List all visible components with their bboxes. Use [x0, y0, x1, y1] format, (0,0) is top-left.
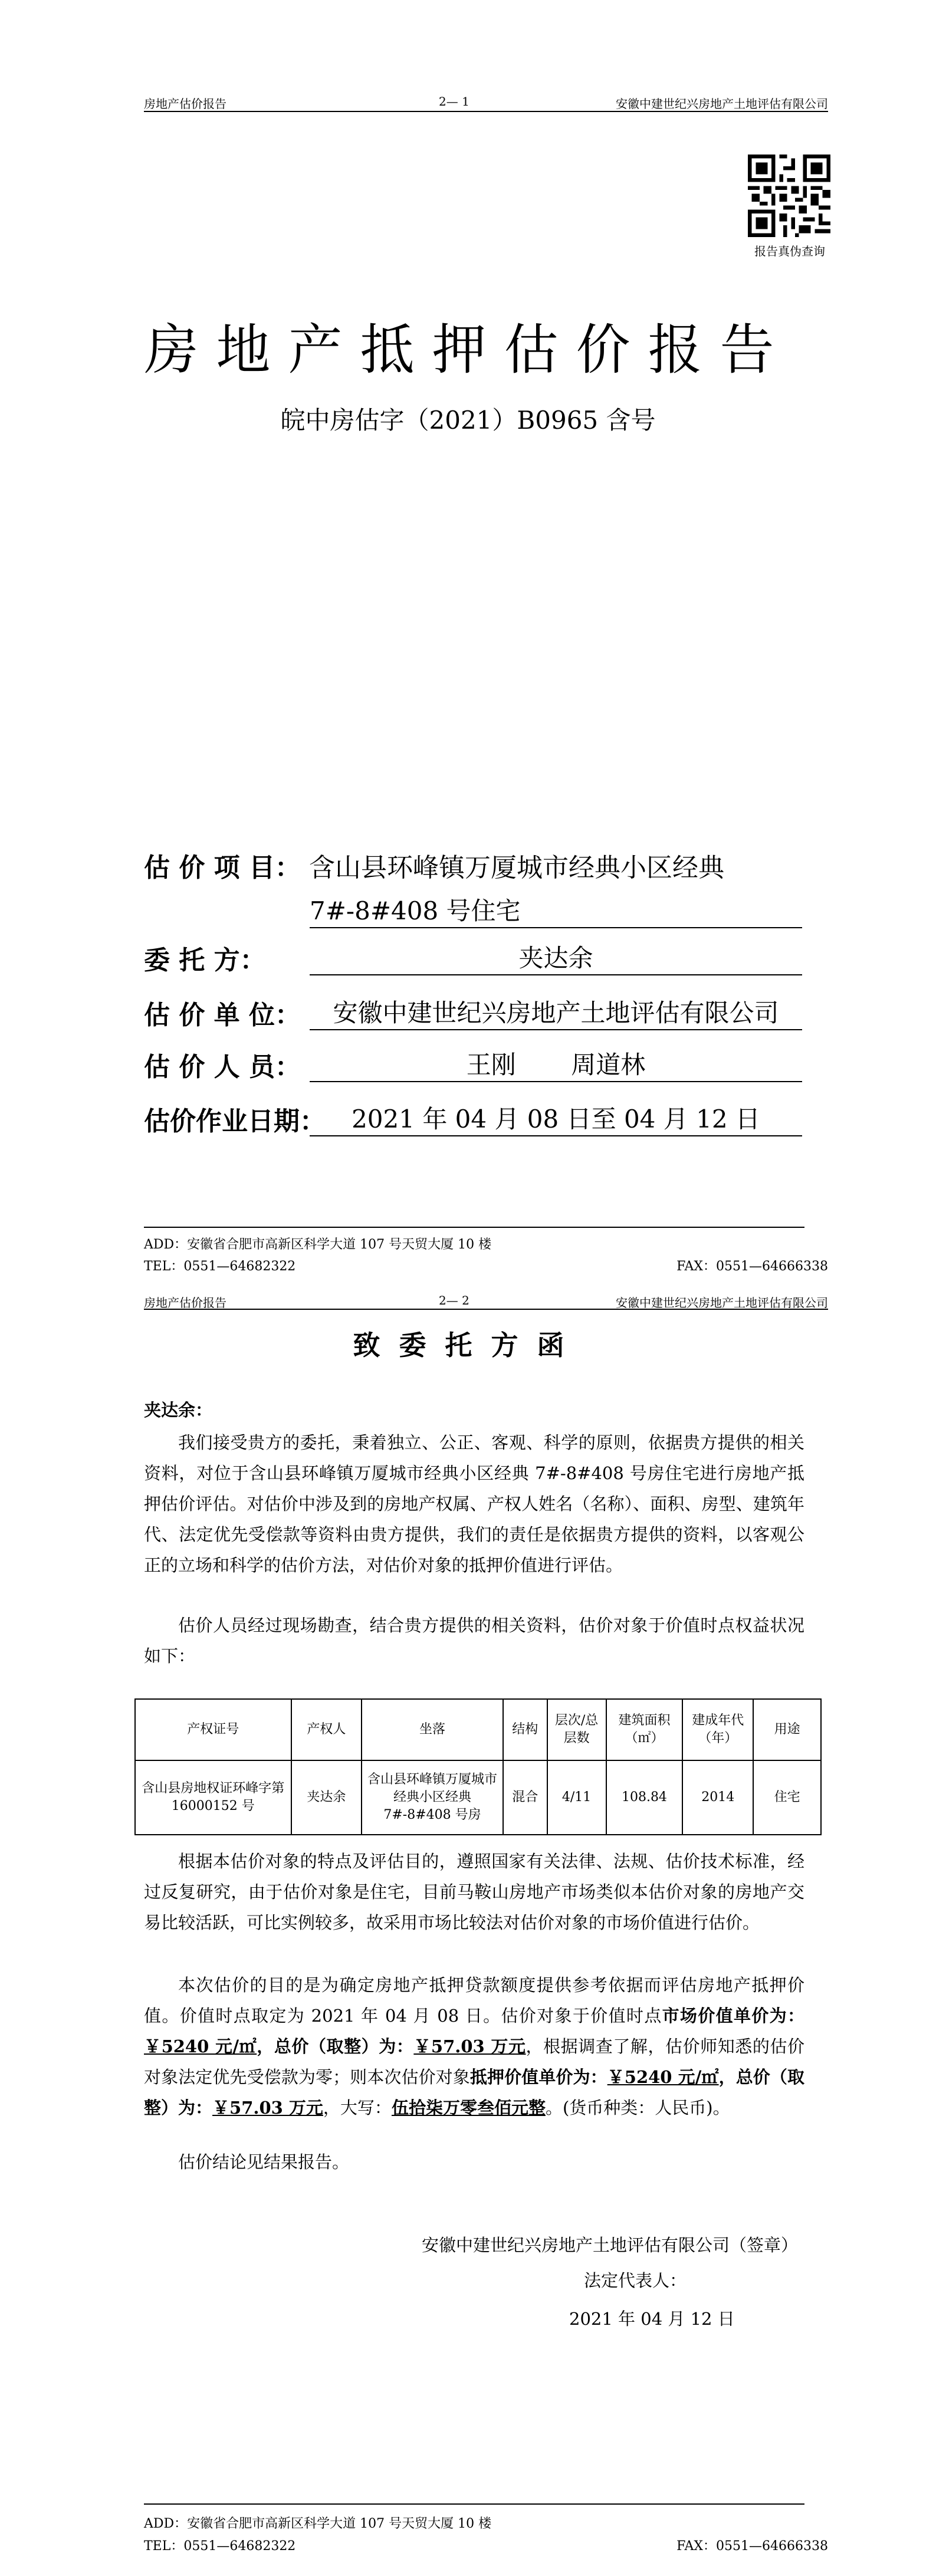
table-header: 层次/总层数 — [547, 1699, 606, 1760]
table-header: 建筑面积（㎡） — [606, 1699, 683, 1760]
paragraph-2: 估价人员经过现场勘查，结合贵方提供的相关资料，估价对象于价值时点权益状况如下： — [144, 1615, 804, 1666]
footer-rule — [144, 1227, 804, 1228]
footer-address: ADD：安徽省合肥市高新区科学大道 107 号天贸大厦 10 楼 — [144, 1237, 492, 1252]
paragraph-4 — [144, 1970, 804, 2123]
p4-currency-note: 。(货币种类：人民币)。 — [545, 2098, 730, 2118]
market-total-price: ￥57.03 万元 — [413, 2036, 526, 2056]
p4-comma: ， — [257, 2036, 274, 2056]
qr-code-icon[interactable] — [748, 155, 830, 237]
property-rights-table — [134, 1698, 822, 1835]
p4-uppercase-label: ，大写： — [323, 2098, 392, 2118]
table-cell: 含山县房地权证环峰字第 16000152 号 — [135, 1760, 291, 1835]
field-project — [144, 846, 724, 884]
field-appraiser-org — [144, 994, 309, 1031]
date-value: 2021 年 04 月 08 日至 04 月 12 日 — [310, 1100, 802, 1136]
header-right: 安徽中建世纪兴房地产土地评估有限公司 — [616, 1296, 828, 1310]
date-label: 估价作业日期： — [144, 1106, 326, 1136]
mortgage-total-price: ￥57.03 万元 — [212, 2098, 323, 2118]
table-cell: 混合 — [503, 1760, 547, 1835]
footer-fax: FAX：0551—64666338 — [676, 1259, 828, 1274]
table-header: 建成年代（年） — [682, 1699, 753, 1760]
project-label: 估 价 项 目： — [144, 853, 301, 883]
project-value-line1: 含山县环峰镇万厦城市经典小区经典 — [309, 853, 724, 883]
table-cell: 4/11 — [547, 1760, 606, 1835]
p4-comma: ， — [718, 2067, 736, 2087]
appraisers-value: 王刚 周道林 — [310, 1046, 802, 1082]
market-unit-label: 市场价值单价为： — [662, 2006, 804, 2026]
header-left: 房地产估价报告 — [144, 1296, 226, 1310]
table-header-row — [135, 1699, 821, 1760]
page1-header — [144, 88, 828, 112]
table-header: 产权证号 — [135, 1699, 291, 1760]
client-value: 夹达余 — [310, 939, 802, 975]
table-cell: 住宅 — [753, 1760, 821, 1835]
mortgage-total-label: 总价（取整）为： — [144, 2067, 804, 2118]
signature-date: 2021 年 04 月 12 日 — [569, 2309, 735, 2329]
qr-label: 报告真伪查询 — [754, 244, 825, 258]
signature-company: 安徽中建世纪兴房地产土地评估有限公司（签章） — [422, 2235, 799, 2255]
header-page-number: 2— 1 — [439, 94, 469, 109]
table-header: 结构 — [503, 1699, 547, 1760]
table-header: 用途 — [753, 1699, 821, 1760]
page2-header — [144, 1287, 828, 1310]
table-cell: 2014 — [682, 1760, 753, 1835]
footer-contact — [144, 2536, 828, 2554]
footer-fax: FAX：0551—64666338 — [676, 2539, 828, 2554]
header-left: 房地产估价报告 — [144, 97, 226, 111]
client-label: 委 托 方： — [144, 945, 266, 975]
p4-text: 本次估价的目的是为确定房地产抵押贷款额度提供参考依据而评估房地产抵押价值。价值时点取定为 2021 年 04 月 08 日。估价对象于价值时点 — [144, 1975, 804, 2026]
letter-title: 致委托方函 — [353, 1329, 583, 1361]
footer-address: ADD：安徽省合肥市高新区科学大道 107 号天贸大厦 10 楼 — [144, 2516, 492, 2531]
appraiser-org-label: 估 价 单 位： — [144, 1000, 301, 1030]
market-unit-price: ￥5240 元/㎡ — [144, 2036, 257, 2056]
field-appraisers — [144, 1046, 309, 1083]
table-row — [135, 1760, 821, 1835]
header-right: 安徽中建世纪兴房地产土地评估有限公司 — [616, 97, 828, 111]
table-cell: 夹达余 — [291, 1760, 362, 1835]
paragraph-1: 我们接受贵方的委托，秉着独立、公正、客观、科学的原则，依据贵方提供的相关资料，对位于含山县环峰镇万厦城市经典小区经典 7#-8#408 号房住宅进行房地产抵押估价评估。对估价中涉及到的房地产权属、产权人姓名（名称）、面积、房型、建筑年代、法定优先受偿款等资料由贵方提供，我们的责任是依据贵方提供的资料，以客观公正的立场和科学的估价方法，对估价对象的抵押价值进行评估。 — [144, 1432, 804, 1575]
table-header: 坐落 — [362, 1699, 503, 1760]
p4-text-mid: ，根据调查了解，估价师知悉的估价对象法定优先受偿款为零；则本次估价对象 — [144, 2036, 804, 2087]
appraisers-label: 估 价 人 员： — [144, 1052, 301, 1082]
table-header: 产权人 — [291, 1699, 362, 1760]
market-total-label: 总价（取整）为： — [274, 2036, 414, 2056]
footer-rule — [144, 2503, 804, 2505]
field-client — [144, 939, 309, 977]
footer-tel: TEL：0551—64682322 — [144, 2539, 296, 2554]
footer-contact — [144, 1256, 828, 1274]
project-value-line2: 7#-8#408 号住宅 — [310, 892, 802, 928]
mortgage-unit-price: ￥5240 元/㎡ — [607, 2067, 719, 2087]
mortgage-total-uppercase: 伍拾柒万零叁佰元整 — [391, 2098, 546, 2118]
table-cell: 108.84 — [606, 1760, 683, 1835]
field-date — [144, 1100, 326, 1138]
document-number: 皖中房估字（2021）B0965 含号 — [280, 406, 656, 435]
paragraph-5: 估价结论见结果报告。 — [178, 2152, 350, 2172]
appraiser-org-value: 安徽中建世纪兴房地产土地评估有限公司 — [310, 994, 802, 1030]
footer-tel: TEL：0551—64682322 — [144, 1259, 296, 1274]
table-cell: 含山县环峰镇万厦城市经典小区经典7#-8#408 号房 — [362, 1760, 503, 1835]
salutation: 夹达余： — [144, 1400, 213, 1420]
signature-rep: 法定代表人： — [584, 2271, 687, 2291]
mortgage-unit-label: 抵押价值单价为： — [469, 2067, 607, 2087]
header-page-number: 2— 2 — [439, 1293, 469, 1307]
report-title: 房地产抵押估价报告 — [144, 318, 792, 382]
paragraph-3: 根据本估价对象的特点及评估目的，遵照国家有关法律、法规、估价技术标准，经过反复研究，由于估价对象是住宅，目前马鞍山房地产市场类似本估价对象的房地产交易比较活跃，可比实例较多，故采用市场比较法对估价对象的市场价值进行估价。 — [144, 1851, 804, 1933]
